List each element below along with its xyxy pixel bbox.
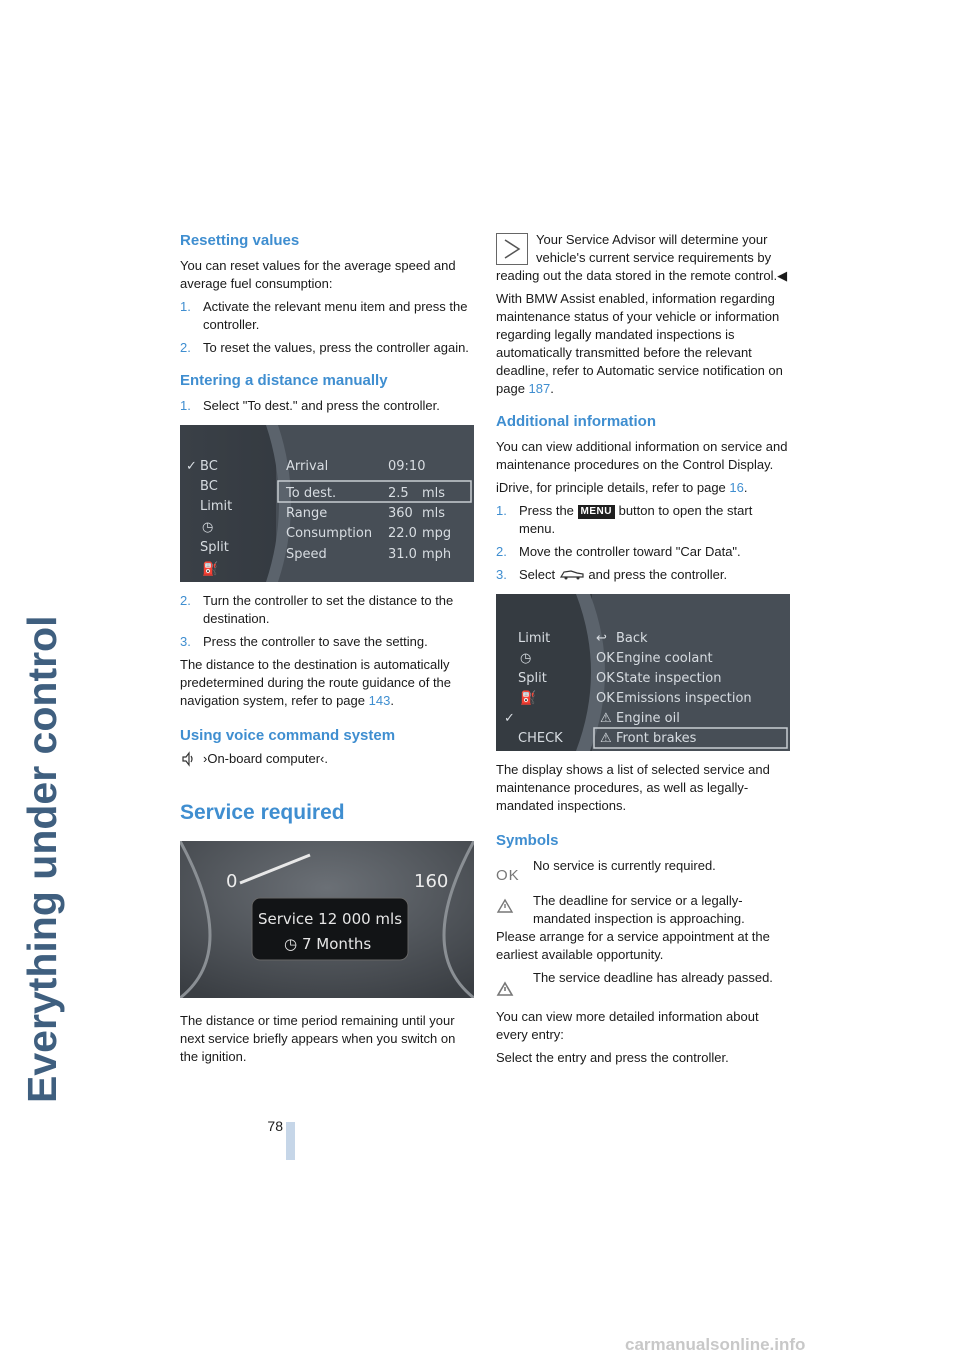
checkmark-icon: ✓	[504, 711, 515, 726]
heading-resetting-values: Resetting values	[180, 232, 300, 249]
service-months-text: 7 Months	[302, 935, 372, 953]
approaching-followup: Please arrange for a service appointment at the earliest available opportunity.	[496, 929, 770, 962]
stopwatch-icon: ◷	[202, 520, 214, 535]
checkmark-icon: ✓	[186, 459, 197, 474]
heading-symbols: Symbols	[496, 832, 559, 849]
oil-can-icon: ⛽	[202, 562, 219, 577]
svg-text:Emissions inspection: Emissions inspection	[616, 691, 752, 706]
svg-text:OK: OK	[596, 691, 615, 706]
svg-text:22.0: 22.0	[388, 526, 417, 541]
warning-icon: ⚠	[600, 711, 612, 726]
menu-limit: Limit	[200, 499, 233, 514]
gauge-160: 160	[414, 871, 449, 892]
watermark: carmanualsonline.info	[625, 1335, 806, 1354]
voice-command-row	[180, 750, 473, 768]
voice-command-text: ›On-board computer‹.	[203, 751, 328, 766]
ok-symbol-icon: OK	[496, 867, 520, 884]
svg-text:Engine coolant: Engine coolant	[616, 651, 713, 666]
symbol-ok-row	[496, 857, 789, 887]
car-service-icon	[559, 568, 585, 580]
resetting-intro: You can reset values for the average speed and average fuel consumption:	[180, 258, 456, 291]
additional-steps	[496, 502, 789, 584]
list-item: 1. Press the MENU button to open the start menu.	[496, 503, 753, 536]
service-advisor-note	[496, 231, 789, 285]
menu-split: Split	[200, 540, 229, 555]
service-list-screenshot	[496, 594, 790, 751]
bmw-assist-paragraph: With BMW Assist enabled, information regarding maintenance status of your vehicle or information regarding legally mandated inspections is automatically transmitted before the relevant deadline, refer to Automatic service notification on page 187.	[496, 291, 783, 396]
svg-text:Arrival: Arrival	[286, 459, 329, 474]
note-icon	[496, 233, 528, 265]
service-cluster-screenshot	[180, 841, 474, 998]
list-item: 2. To reset the values, press the controller again.	[180, 340, 469, 355]
page-link-187[interactable]: 187	[528, 381, 551, 396]
svg-text:mls: mls	[422, 506, 446, 521]
left-column	[180, 231, 473, 1071]
sidebar-title-text: Everything under control	[19, 615, 65, 1103]
list-item: 3. Press the controller to save the setting.	[180, 634, 428, 649]
entering-step-1	[180, 397, 473, 415]
additional-para-3: The display shows a list of selected service and maintenance procedures, as well as legally-mandated inspections.	[496, 762, 770, 813]
list-item: 2. Move the controller toward "Car Data".	[496, 544, 741, 559]
svg-text:Engine oil: Engine oil	[616, 711, 680, 726]
list-item: 1. Select "To dest." and press the controller.	[180, 398, 440, 413]
svg-text:OK: OK	[596, 671, 615, 686]
voice-command-icon	[180, 751, 196, 767]
page-link-16[interactable]: 16	[729, 480, 744, 495]
back-arrow-icon: ↩	[596, 631, 607, 646]
menu-split: Split	[518, 671, 547, 686]
entering-steps-2-3	[180, 592, 473, 651]
svg-text:Back: Back	[616, 631, 648, 646]
note-text: Your Service Advisor will determine your vehicle's current service requirements by reading out the data stored in the remote control.	[496, 232, 778, 283]
heading-voice-command: Using voice command system	[180, 727, 396, 744]
stopwatch-icon: ◷	[520, 651, 532, 666]
clock-icon: ◷	[284, 935, 298, 953]
menu-bc: BC	[200, 459, 218, 474]
list-item: 1. Activate the relevant menu item and press the controller.	[180, 299, 468, 332]
menu-bc-2: BC	[200, 479, 218, 494]
svg-text:OK: OK	[596, 651, 615, 666]
service-paragraph: The distance or time period remaining until your next service briefly appears when you switch on the ignition.	[180, 1013, 456, 1064]
note-end-marker: ◀	[777, 268, 788, 283]
oil-can-icon: ⛽	[520, 691, 537, 706]
svg-text:31.0: 31.0	[388, 547, 417, 562]
onboard-computer-screenshot	[180, 425, 474, 582]
symbol-approaching-row	[496, 892, 789, 928]
more-info-paragraph: You can view more detailed information about every entry:	[496, 1009, 759, 1042]
heading-additional-information: Additional information	[496, 413, 656, 430]
gauge-zero: 0	[226, 871, 238, 892]
passed-symbol-text: The service deadline has already passed.	[533, 970, 773, 985]
route-guidance-paragraph: The distance to the destination is automatically predetermined during the route guidance of the navigation system, refer to page 143.	[180, 657, 452, 708]
svg-text:09:10: 09:10	[388, 459, 426, 474]
symbol-passed-row	[496, 969, 789, 1003]
heading-service-required: Service required	[180, 801, 345, 824]
svg-text:Speed: Speed	[286, 547, 327, 562]
svg-text:360: 360	[388, 506, 413, 521]
menu-limit: Limit	[518, 631, 551, 646]
svg-text:2.5: 2.5	[388, 486, 409, 501]
svg-text:mpg: mpg	[422, 526, 452, 541]
service-distance-text: Service 12 000 mls	[257, 910, 403, 928]
page-link-143[interactable]: 143	[368, 693, 391, 708]
svg-text:mls: mls	[422, 486, 446, 501]
section-sidebar-title	[10, 233, 70, 1103]
svg-text:Front brakes: Front brakes	[616, 731, 697, 746]
page-number: 78	[267, 1118, 283, 1134]
warning-triangle-icon	[496, 898, 514, 914]
right-column	[496, 231, 789, 1072]
svg-text:mph: mph	[422, 547, 452, 562]
heading-entering-distance: Entering a distance manually	[180, 372, 388, 389]
additional-para-1: You can view additional information on service and maintenance procedures on the Control Display.	[496, 439, 788, 472]
warning-triangle-red-icon	[496, 981, 514, 997]
approaching-symbol-text: The deadline for service or a legally-mandated inspection is approaching.	[533, 893, 745, 926]
idrive-paragraph: iDrive, for principle details, refer to page 16.	[496, 480, 748, 495]
page-marker-bar	[286, 1122, 295, 1160]
list-item: 3. Select and press the controller.	[496, 567, 728, 582]
list-item: 2. Turn the controller to set the distance to the destination.	[180, 593, 454, 626]
resetting-steps	[180, 298, 473, 357]
svg-text:Consumption: Consumption	[286, 526, 373, 541]
svg-text:Range: Range	[286, 506, 328, 521]
ok-symbol-text: No service is currently required.	[533, 858, 716, 873]
warning-icon: ⚠	[600, 731, 612, 746]
menu-check: CHECK	[518, 731, 563, 746]
select-entry-paragraph: Select the entry and press the controller.	[496, 1050, 729, 1065]
svg-text:To dest.: To dest.	[286, 486, 337, 501]
svg-text:State inspection: State inspection	[616, 671, 722, 686]
menu-button-label: MENU	[578, 505, 615, 519]
